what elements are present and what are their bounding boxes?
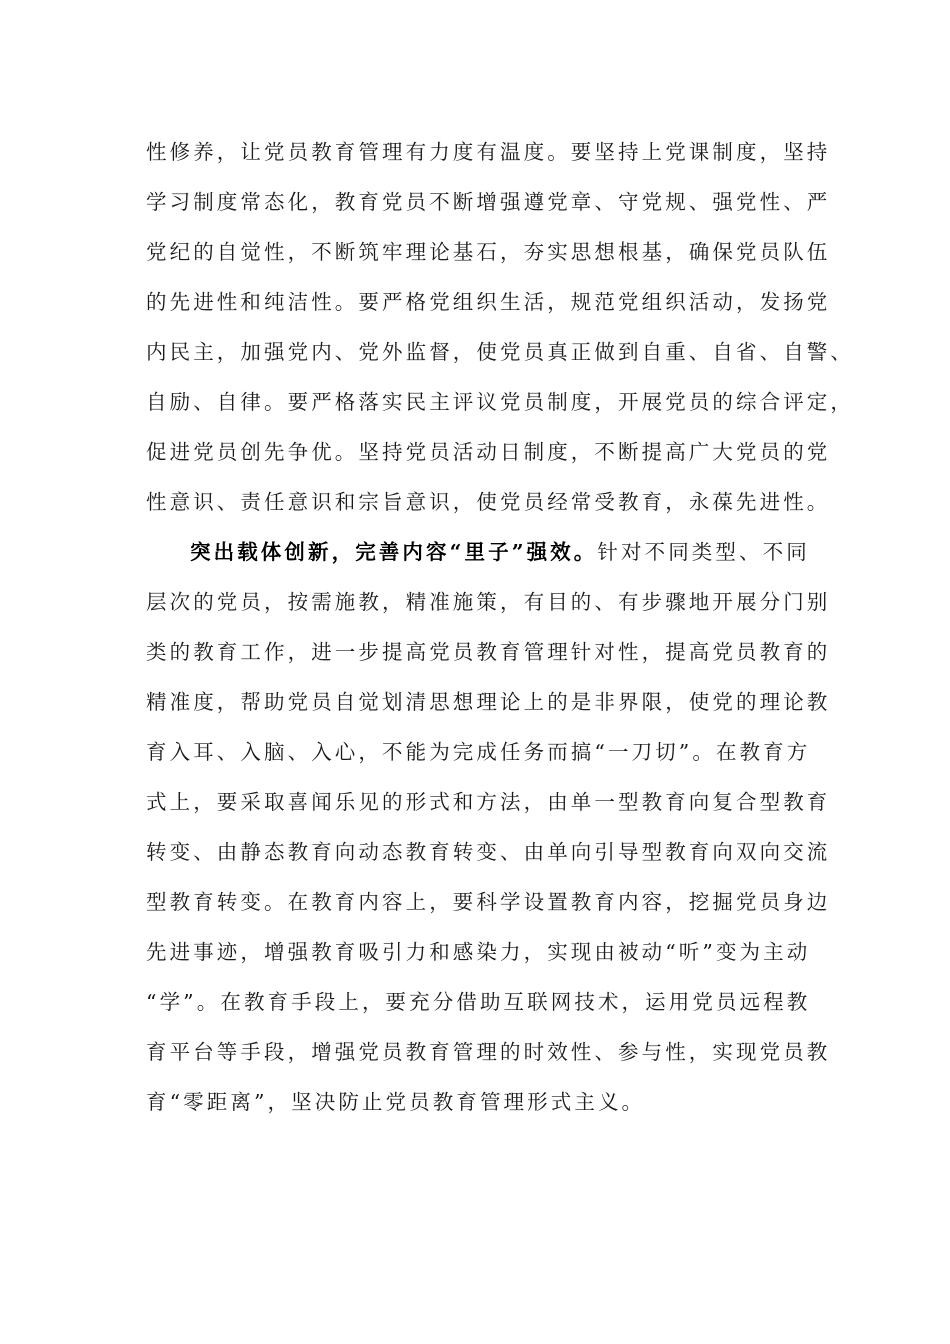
- text-line: 育入耳、入脑、入心，不能为完成任务而搞“一刀切”。在教育方: [146, 740, 811, 764]
- text-line: 转变、由静态教育向动态教育转变、由单向引导型教育向双向交流: [146, 840, 831, 864]
- text-line: 性修养，让党员教育管理有力度有温度。要坚持上党课制度，坚持: [146, 140, 831, 164]
- text-line: 精准度，帮助党员自觉划清思想理论上的是非界限，使党的理论教: [146, 690, 831, 714]
- text-line: 育“零距离”，坚决防止党员教育管理形式主义。: [146, 1090, 646, 1114]
- paragraph-2: [146, 527, 831, 1127]
- text-line: 式上，要采取喜闻乐见的形式和方法，由单一型教育向复合型教育: [146, 790, 831, 814]
- text-line: 党纪的自觉性，不断筑牢理论基石，夯实思想根基，确保党员队伍: [146, 240, 831, 264]
- text-run: 针对不同类型、不同: [597, 540, 810, 564]
- text-line: “学”。在教育手段上，要充分借助互联网技术，运用党员远程教: [146, 990, 811, 1014]
- text-line: 型教育转变。在教育内容上，要科学设置教育内容，挖掘党员身边: [146, 890, 831, 914]
- text-line: 性意识、责任意识和宗旨意识，使党员经常受教育，永葆先进性。: [146, 490, 831, 514]
- text-line: 类的教育工作，进一步提高党员教育管理针对性，提高党员教育的: [146, 640, 831, 664]
- paragraph-first-line: [146, 527, 810, 577]
- text-line: 自励、自律。要严格落实民主评议党员制度，开展党员的综合评定，: [146, 390, 854, 414]
- text-line: 学习制度常态化，教育党员不断增强遵党章、守党规、强党性、严: [146, 190, 831, 214]
- paragraph-1: [146, 127, 854, 527]
- paragraph-heading: 突出载体创新，完善内容“里子”强效。: [190, 540, 598, 564]
- text-line: 层次的党员，按需施教，精准施策，有目的、有步骤地开展分门别: [146, 590, 831, 614]
- text-line: 育平台等手段，增强党员教育管理的时效性、参与性，实现党员教: [146, 1040, 831, 1064]
- text-line: 内民主，加强党内、党外监督，使党员真正做到自重、自省、自警、: [146, 340, 854, 364]
- text-line: 先进事迹，增强教育吸引力和感染力，实现由被动“听”变为主动: [146, 940, 811, 964]
- text-line: 的先进性和纯洁性。要严格党组织生活，规范党组织活动，发扬党: [146, 290, 831, 314]
- text-line: 促进党员创先争优。坚持党员活动日制度，不断提高广大党员的党: [146, 440, 831, 464]
